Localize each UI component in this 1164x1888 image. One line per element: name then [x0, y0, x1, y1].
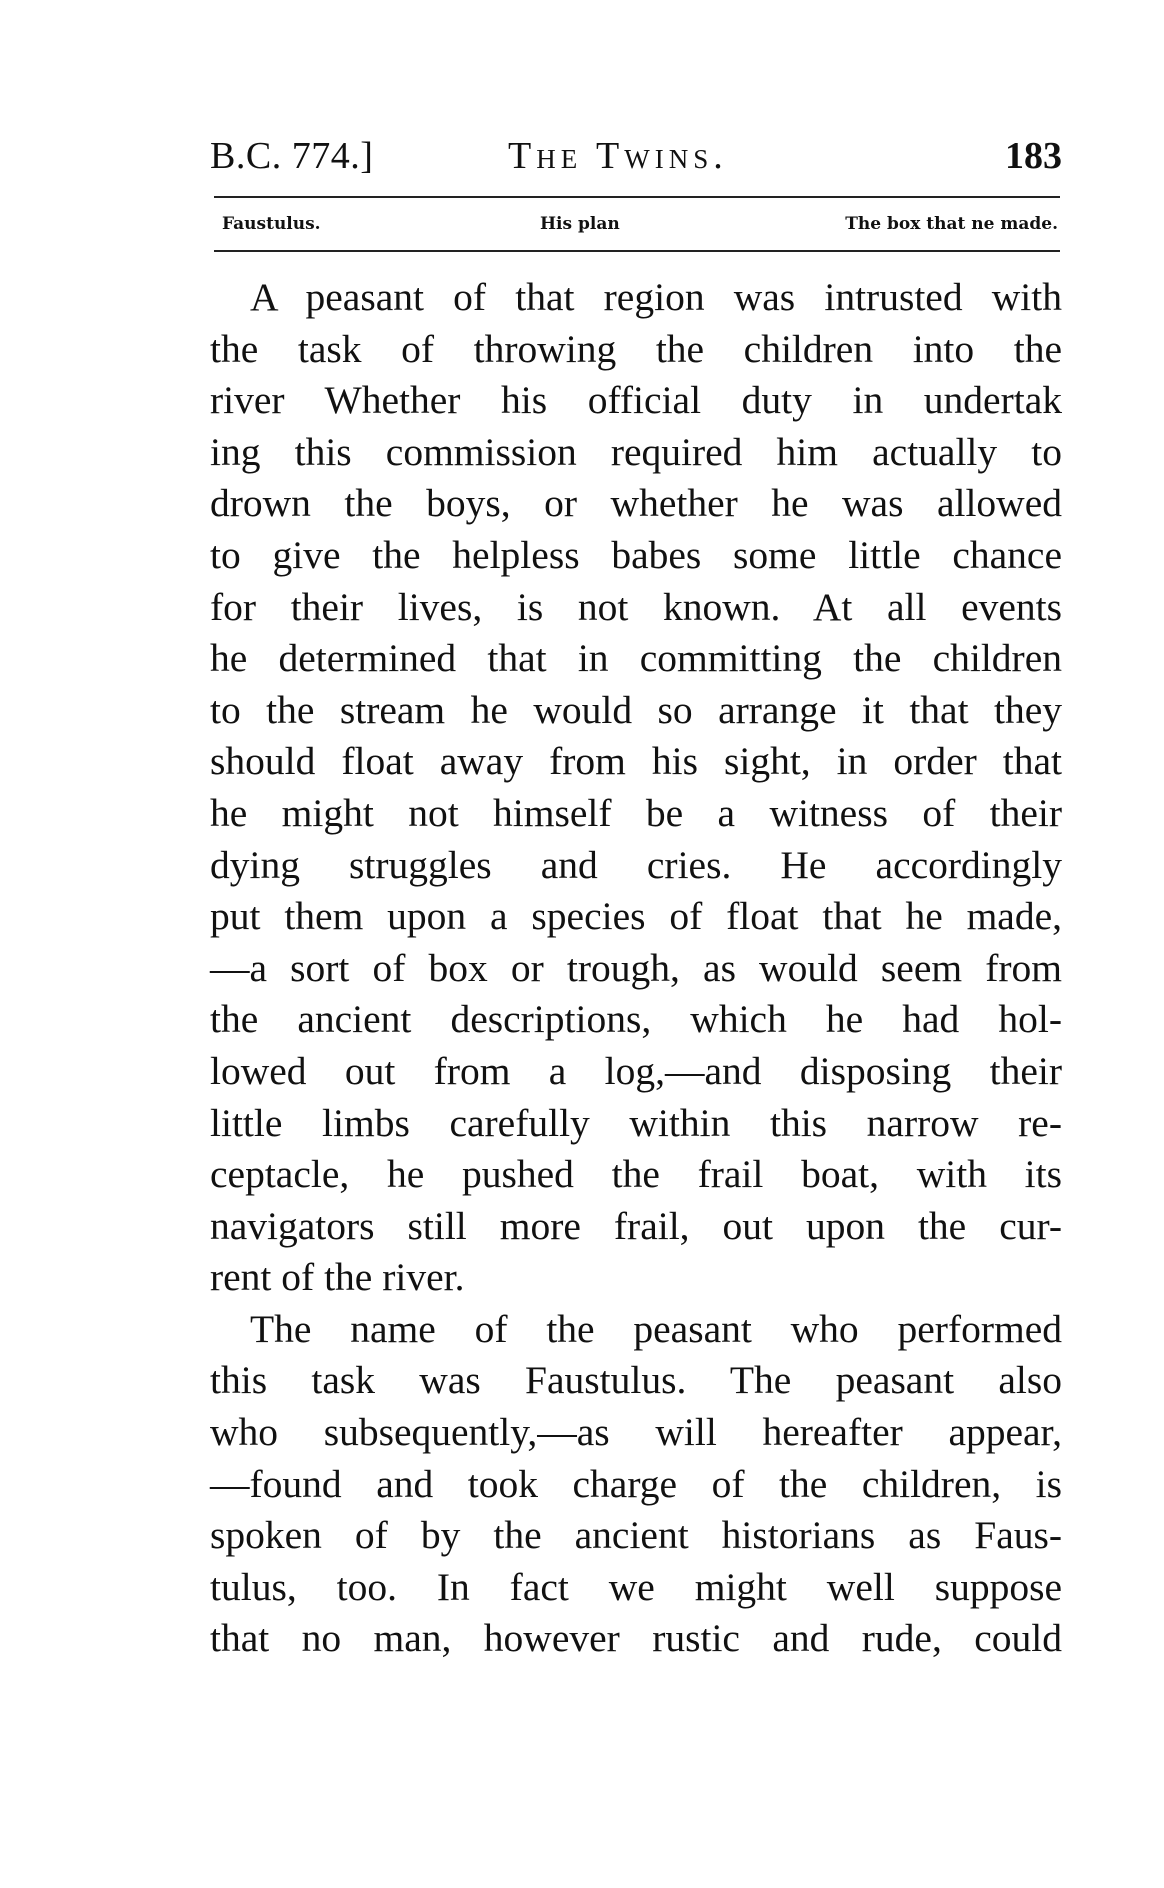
body-text — [210, 272, 1062, 1665]
text-line: —a sort of box or trough, as would seem from — [210, 945, 1062, 990]
header-rule-bottom — [214, 250, 1060, 252]
text-line: river Whether his official duty in undertak — [210, 378, 1062, 423]
text-line: the task of throwing the children into the — [210, 326, 1062, 371]
paragraph-1 — [210, 272, 1062, 1304]
text-line: this task was Faustulus. The peasant also — [210, 1358, 1062, 1403]
text-line: ceptacle, he pushed the frail boat, with its — [210, 1152, 1062, 1197]
text-line: navigators still more frail, out upon the cur- — [210, 1203, 1062, 1248]
header-rule-top — [214, 196, 1060, 198]
text-line: for their lives, is not known. At all events — [210, 584, 1062, 629]
text-line: tulus, too. In fact we might well suppose — [210, 1564, 1062, 1609]
text-line: The name of the peasant who performed — [250, 1306, 1062, 1351]
paragraph-2 — [210, 1304, 1062, 1665]
page-number: 183 — [1005, 135, 1062, 177]
sidenote-right: The box that ne made. — [845, 214, 1058, 234]
text-line: drown the boys, or whether he was allowed — [210, 481, 1062, 526]
text-line: the ancient descriptions, which he had hol- — [210, 997, 1062, 1042]
text-line: spoken of by the ancient historians as Faus- — [210, 1513, 1062, 1558]
text-line: rent of the river. — [210, 1255, 465, 1300]
text-line: dying struggles and cries. He accordingly — [210, 842, 1062, 887]
sidenotes — [222, 208, 1058, 240]
text-line: he might not himself be a witness of their — [210, 790, 1062, 835]
text-line: A peasant of that region was intrusted with — [250, 275, 1062, 319]
running-head-title: The Twins. — [508, 135, 728, 177]
running-head-date: B.C. 774.] — [210, 135, 374, 177]
text-line: put them upon a species of float that he made, — [210, 894, 1062, 939]
text-line: lowed out from a log,—and disposing their — [210, 1048, 1062, 1093]
text-line: who subsequently,—as will hereafter appear, — [210, 1410, 1062, 1455]
running-head — [210, 134, 1062, 184]
text-line: he determined that in committing the children — [210, 636, 1062, 681]
text-line: that no man, however rustic and rude, could — [210, 1616, 1062, 1661]
text-line: should float away from his sight, in order that — [210, 739, 1062, 784]
text-line: ing this commission required him actually to — [210, 429, 1062, 474]
text-line: to the stream he would so arrange it that they — [210, 687, 1062, 732]
text-line: —found and took charge of the children, is — [210, 1461, 1062, 1506]
text-line: to give the helpless babes some little chance — [210, 532, 1062, 577]
sidenote-center: His plan — [540, 214, 620, 234]
sidenote-left: Faustulus. — [222, 214, 321, 234]
text-line: little limbs carefully within this narrow re- — [210, 1100, 1062, 1145]
